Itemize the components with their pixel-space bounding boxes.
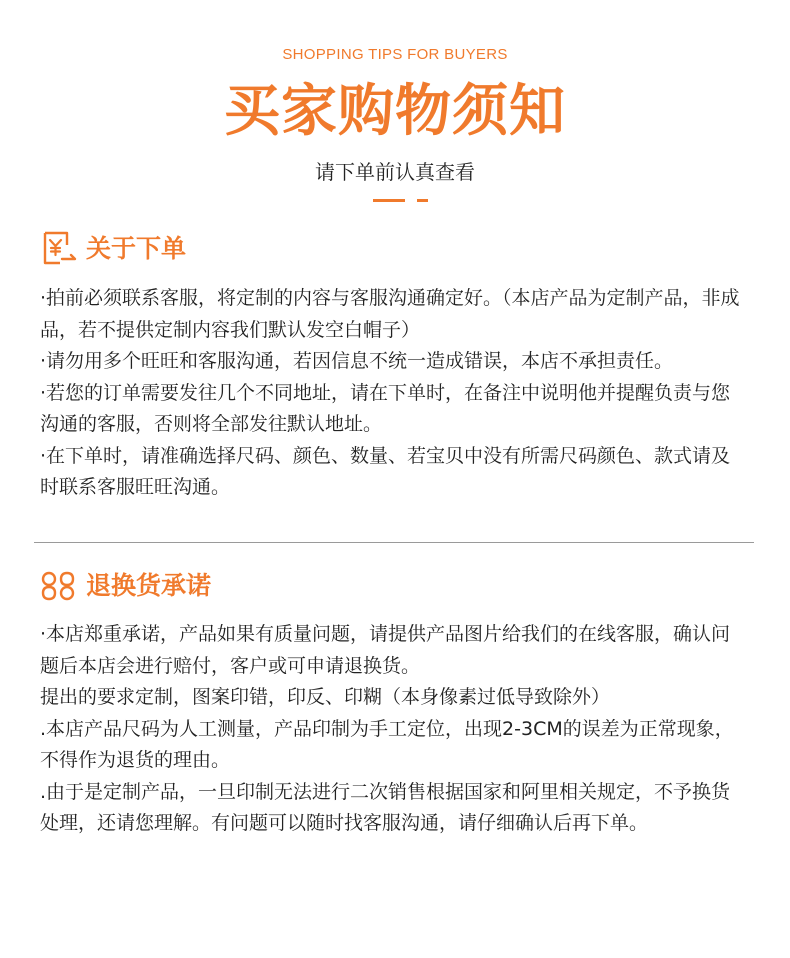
section-title: 关于下单 — [86, 234, 187, 263]
section-order-body — [40, 283, 745, 504]
paragraph: ·若您的订单需要发往几个不同地址，请在下单时，在备注中说明他并提醒负责与您沟通的客服，否则将全部发往默认地址。 — [40, 381, 731, 435]
exchange-icon — [40, 567, 80, 605]
paragraph: .本店产品尺码为人工测量，产品印制为手工定位，出现2-3CM的误差为正常现象，不得作为退货的理由。 — [40, 717, 734, 771]
paragraph: ·本店郑重承诺，产品如果有质量问题，请提供产品图片给我们的在线客服，确认问题后本店会进行赔付，客户或可申请退换货。 — [40, 623, 731, 677]
section-divider — [34, 542, 754, 543]
paragraph: ·拍前必须联系客服，将定制的内容与客服沟通确定好。（本店产品为定制产品，非成品，若不提供定制内容我们默认发空白帽子） — [40, 287, 740, 341]
page-title: 买家购物须知 — [224, 79, 566, 144]
section-returns-body — [40, 619, 745, 840]
receipt-yen-icon — [40, 230, 80, 268]
paragraph: ·请勿用多个旺旺和客服沟通，若因信息不统一造成错误，本店不承担责任。 — [40, 350, 674, 372]
paragraph: 提出的要求定制，图案印错，印反、印糊（本身像素过低导致除外） — [40, 686, 611, 708]
title-underline-short — [417, 199, 428, 202]
section-title: 退换货承诺 — [86, 571, 212, 600]
eyebrow-text: SHOPPING TIPS FOR BUYERS — [282, 46, 508, 63]
paragraph: .由于是定制产品，一旦印制无法进行二次销售根据国家和阿里相关规定，不予换货处理，还请您理解。有问题可以随时找客服沟通，请仔细确认后再下单。 — [40, 780, 731, 834]
section-order-header — [40, 229, 186, 269]
page-subtitle: 请下单前认真查看 — [315, 160, 475, 184]
paragraph: ·在下单时，请准确选择尺码、颜色、数量、若宝贝中没有所需尺码颜色、款式请及时联系客服旺旺沟通。 — [40, 444, 731, 498]
title-underline-long — [373, 199, 405, 202]
section-returns-header — [40, 566, 211, 606]
